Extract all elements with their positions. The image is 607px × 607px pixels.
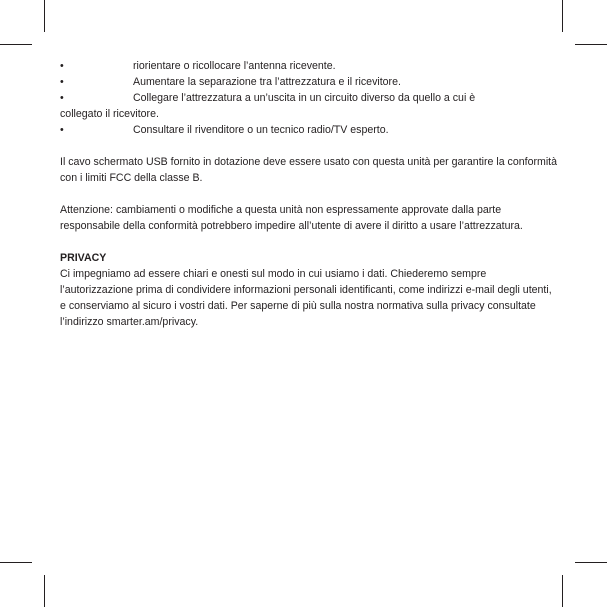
crop-mark-bottom-left-vertical (44, 575, 45, 607)
crop-mark-top-left-vertical (44, 0, 45, 32)
bullet-icon: • (60, 92, 64, 104)
bullet-text: riorientare o ricollocare l’antenna ricevente. (133, 60, 336, 72)
bullet-icon: • (60, 124, 64, 136)
bullet-item-increase-separation (60, 74, 560, 90)
bullet-item-reorient-antenna (60, 58, 560, 74)
privacy-paragraph: Ci impegniamo ad essere chiari e onesti sul modo in cui usiamo i dati. Chiederemo sempre l’autorizzazione prima di condividere informazioni personali identificanti, come indirizzi e-mail degli utenti, e conserviamo al sicuro i vostri dati. Per saperne di più sulla nostra normativa sulla privacy consultate l’indirizzo smarter.am/privacy. (60, 268, 552, 328)
document-body (60, 58, 560, 330)
crop-mark-bottom-right-horizontal (575, 562, 607, 563)
crop-mark-bottom-left-horizontal (0, 562, 32, 563)
usb-cable-paragraph: Il cavo schermato USB fornito in dotazione deve essere usato con questa unità per garantire la conformità con i limiti FCC della classe B. (60, 156, 558, 184)
crop-mark-top-right-vertical (562, 0, 563, 32)
crop-mark-bottom-right-vertical (562, 575, 563, 607)
crop-mark-top-right-horizontal (575, 44, 607, 45)
warning-paragraph: Attenzione: cambiamenti o modifiche a questa unità non espressamente approvate dalla parte responsabile della conformità potrebbero impedire all’utente di avere il diritto a usare l’attrezzatura. (60, 204, 523, 232)
crop-mark-top-left-horizontal (0, 44, 32, 45)
bullet-item-consult-dealer (60, 122, 560, 138)
bullet-continuation-text: collegato il ricevitore. (60, 108, 159, 120)
bullet-item-different-circuit (60, 90, 560, 106)
bullet-text: Collegare l’attrezzatura a un’uscita in un circuito diverso da quello a cui è (133, 92, 476, 104)
bullet-icon: • (60, 76, 64, 88)
bullet-item-different-circuit-continuation (60, 106, 560, 122)
privacy-heading: PRIVACY (60, 252, 107, 264)
bullet-text: Aumentare la separazione tra l’attrezzatura e il ricevitore. (133, 76, 401, 88)
bullet-text: Consultare il rivenditore o un tecnico radio/TV esperto. (133, 124, 389, 136)
bullet-icon: • (60, 60, 64, 72)
